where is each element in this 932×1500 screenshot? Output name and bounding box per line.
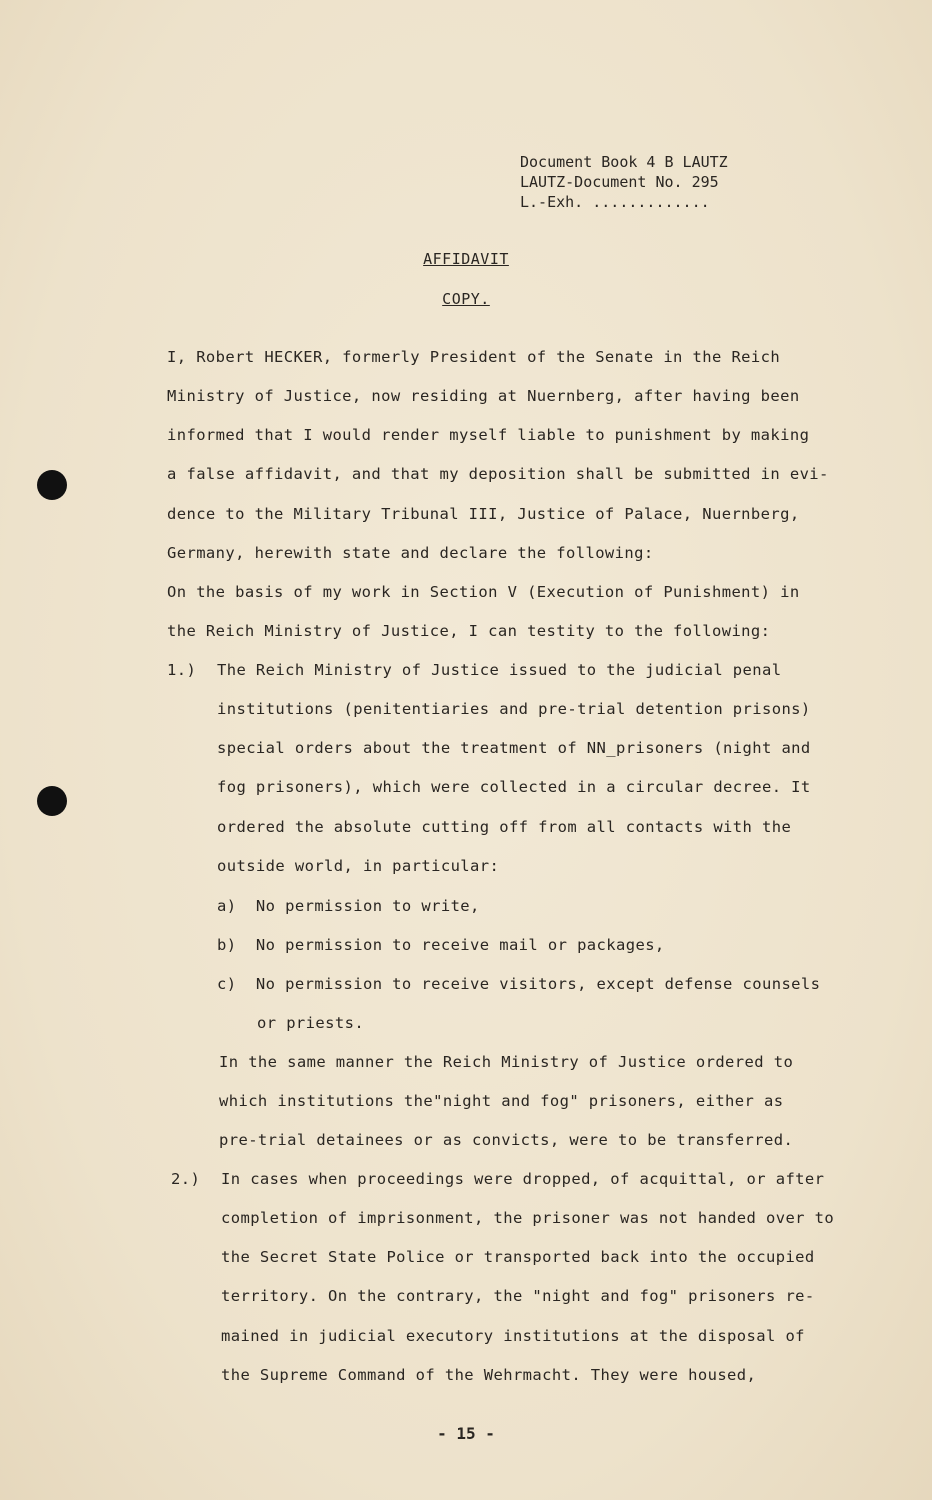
body-line: The Reich Ministry of Justice issued to the judicial penal: [217, 661, 782, 679]
document-reference: [520, 152, 728, 212]
body-line: which institutions the"night and fog" prisoners, either as: [219, 1092, 784, 1110]
body-line: I, Robert HECKER, formerly President of the Senate in the Reich: [167, 348, 781, 366]
sub-item-c: c) No permission to receive visitors, except defense counsels: [217, 975, 821, 993]
body-line: In the same manner the Reich Ministry of Justice ordered to: [219, 1053, 794, 1071]
item-number-2: 2.): [171, 1170, 201, 1188]
body-line: completion of imprisonment, the prisoner was not handed over to: [221, 1209, 835, 1227]
exhibit-line: L.-Exh. .............: [520, 193, 710, 211]
body-line: On the basis of my work in Section V (Execution of Punishment) in: [167, 583, 800, 601]
punch-hole-top: [37, 470, 67, 500]
body-line: the Supreme Command of the Wehrmacht. They were housed,: [221, 1366, 757, 1384]
body-line: territory. On the contrary, the "night and fog" prisoners re-: [221, 1287, 815, 1305]
body-line: outside world, in particular:: [217, 857, 500, 875]
page-number: - 15 -: [437, 1424, 495, 1443]
sub-item-b: b) No permission to receive mail or packages,: [217, 936, 665, 954]
punch-hole-bottom: [37, 786, 67, 816]
body-line: institutions (penitentiaries and pre-trial detention prisons): [217, 700, 811, 718]
body-line: or priests.: [257, 1014, 365, 1032]
affidavit-title: AFFIDAVIT: [423, 250, 509, 268]
body-line: special orders about the treatment of NN_prisoners (night and: [217, 739, 811, 757]
item-number-1: 1.): [167, 661, 197, 679]
body-line: the Reich Ministry of Justice, I can testity to the following:: [167, 622, 771, 640]
body-line: informed that I would render myself liable to punishment by making: [167, 426, 810, 444]
copy-label: COPY.: [442, 290, 490, 308]
doc-book-line: Document Book 4 B LAUTZ: [520, 153, 728, 171]
doc-number-line: LAUTZ-Document No. 295: [520, 173, 719, 191]
body-line: Germany, herewith state and declare the following:: [167, 544, 654, 562]
body-line: a false affidavit, and that my deposition shall be submitted in evi-: [167, 465, 829, 483]
body-line: pre-trial detainees or as convicts, were to be transferred.: [219, 1131, 794, 1149]
body-line: Ministry of Justice, now residing at Nuernberg, after having been: [167, 387, 800, 405]
body-line: fog prisoners), which were collected in a circular decree. It: [217, 778, 811, 796]
sub-item-a: a) No permission to write,: [217, 897, 480, 915]
body-line: mained in judicial executory institutions at the disposal of: [221, 1327, 805, 1345]
body-line: the Secret State Police or transported back into the occupied: [221, 1248, 815, 1266]
body-line: In cases when proceedings were dropped, of acquittal, or after: [221, 1170, 825, 1188]
body-line: dence to the Military Tribunal III, Justice of Palace, Nuernberg,: [167, 505, 800, 523]
body-line: ordered the absolute cutting off from all contacts with the: [217, 818, 792, 836]
